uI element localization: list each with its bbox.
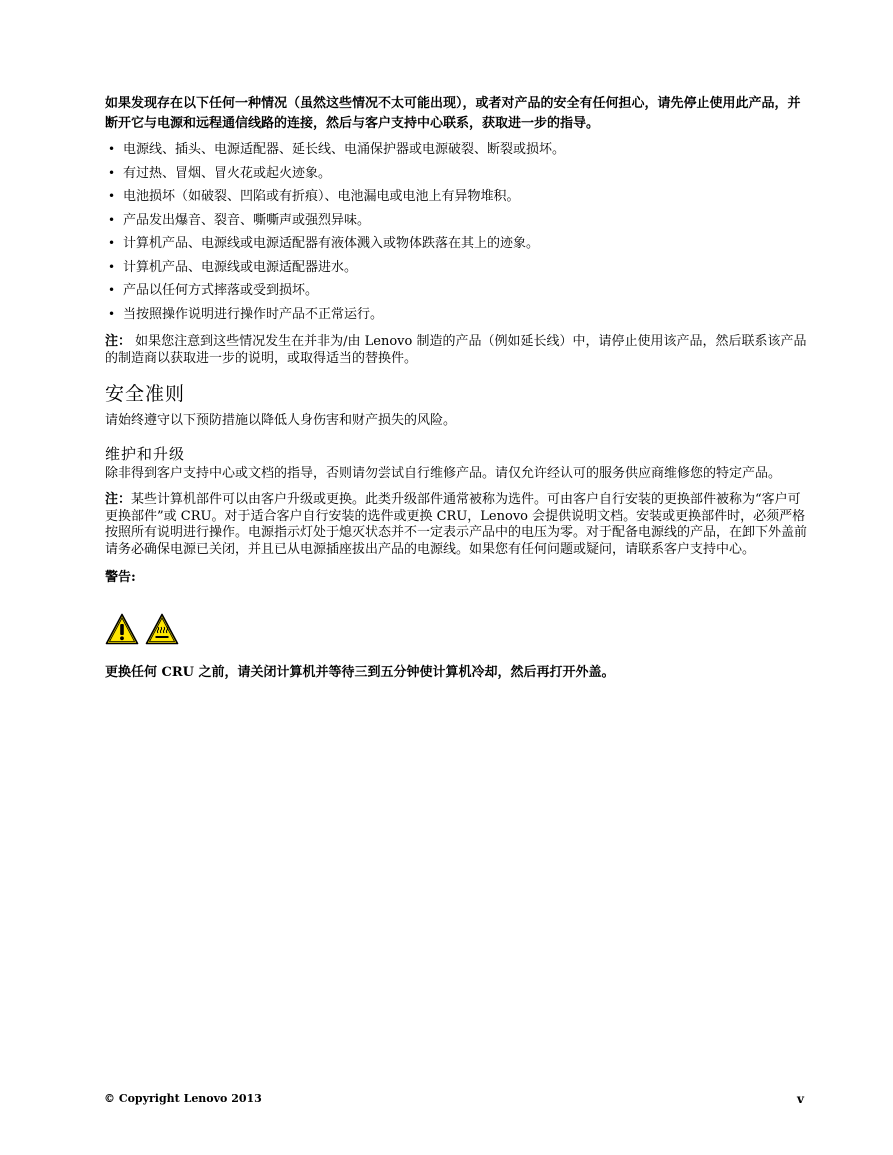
cru-instruction: 更换任何 CRU 之前，请关闭计算机并等待三到五分钟使计算机冷却，然后再打开外盖。: [105, 665, 615, 680]
list-item-text: 电池损坏（如破裂、凹陷或有折痕）、电池漏电或电池上有异物堆积。: [123, 189, 520, 204]
note-text: 某些计算机部件可以由客户升级或更换。此类升级部件通常被称为选件。可由客户自行安装的更换部件被称为“客户可更换部件”或 CRU。对于适合客户自行安装的选件或更换 CRU，Lenovo 会提供说明文档。安装或更换部件时，必须严格按照所有说明进行操作。电源指示灯处于熄灭状态并不一定表示产品中的电压为零。对于配备电源线的产品，在卸下外盖前请务必确保电源已关闭，并且已从电源插座拔出产品的电源线。如果您有任何问题或疑问，请联系客户支持中心。: [105, 492, 808, 557]
section-title: 安全准则: [105, 383, 186, 405]
caution-icon: [105, 613, 139, 645]
list-item-text: 计算机产品、电源线或电源适配器进水。: [123, 259, 358, 275]
list-item: [105, 232, 808, 256]
note-label: 注：: [105, 334, 132, 349]
list-item: [105, 279, 808, 303]
list-item-text: 当按照操作说明进行操作时产品不正常运行。: [123, 306, 384, 322]
list-item-text: 计算机产品、电源线或电源适配器有液体溅入或物体跌落在其上的迹象。: [123, 236, 540, 251]
bullet-icon: •: [108, 165, 116, 180]
hot-surface-icon: [145, 613, 179, 645]
bullet-icon: •: [108, 236, 116, 250]
bullet-icon: •: [108, 189, 116, 203]
list-item-text: 产品发出爆音、裂音、嘶嘶声或强烈异味。: [123, 212, 371, 228]
subsection-title: 维护和升级: [105, 444, 186, 463]
list-item: [105, 162, 808, 186]
bullet-icon: •: [108, 306, 116, 321]
bullet-icon: •: [108, 212, 116, 227]
list-item: [105, 209, 808, 233]
list-item: [105, 256, 808, 280]
list-item: [105, 138, 808, 162]
warning-icons: [105, 613, 808, 647]
warning-label: 警告:: [105, 570, 136, 585]
list-item: [105, 185, 808, 209]
list-item-text: 有过热、冒烟、冒火花或起火迹象。: [123, 165, 332, 181]
hazard-list: [105, 138, 808, 326]
intro-warning-text: 如果发现存在以下任何一种情况（虽然这些情况不太可能出现），或者对产品的安全有任何担心，请先停止使用此产品，并断开它与电源和远程通信线路的连接，然后与客户支持中心联系，获取进一步的指导。: [105, 96, 801, 131]
bullet-icon: •: [108, 259, 116, 274]
page-number: v: [797, 1092, 804, 1106]
note-non-lenovo: [105, 334, 808, 367]
list-item: [105, 303, 808, 327]
list-item-text: 电源线、插头、电源适配器、延长线、电涌保护器或电源破裂、断裂或损坏。: [123, 142, 566, 157]
section-text: 请始终遵守以下预防措施以降低人身伤害和财产损失的风险。: [105, 413, 457, 428]
note-cru: [105, 492, 808, 558]
bullet-icon: •: [108, 283, 116, 297]
note-text: 如果您注意到这些情况发生在并非为/由 Lenovo 制造的产品（例如延长线）中，请停止使用该产品，然后联系该产品的制造商以获取进一步的说明，或取得适当的替换件。: [105, 334, 807, 366]
list-item-text: 产品以任何方式摔落或受到损坏。: [123, 283, 319, 298]
note-label: 注：: [105, 492, 132, 507]
page-content: [105, 94, 808, 681]
bullet-icon: •: [108, 142, 116, 156]
copyright: © Copyright Lenovo 2013: [104, 1092, 262, 1105]
subsection-text: 除非得到客户支持中心或文档的指导，否则请勿尝试自行维修产品。请仅允许经认可的服务供应商维修您的特定产品。: [105, 465, 782, 481]
